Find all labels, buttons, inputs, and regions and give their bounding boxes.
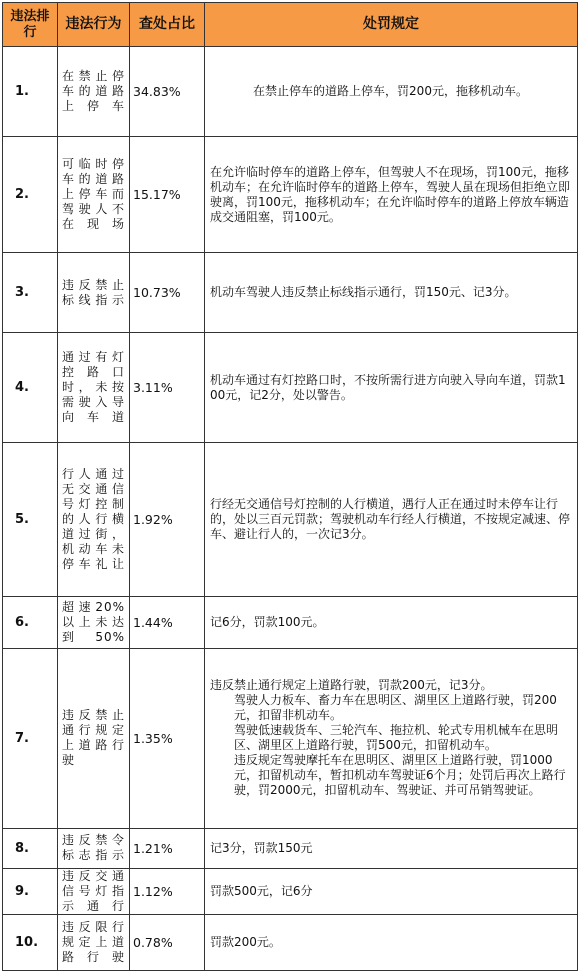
behavior-line: 违反交通 bbox=[62, 868, 125, 883]
rank-cell: 7. bbox=[3, 648, 58, 828]
rank-cell: 10. bbox=[3, 914, 58, 970]
behavior-line: 通过有灯 bbox=[62, 350, 125, 365]
behavior-line: 标志指示 bbox=[62, 848, 125, 863]
behavior-line: 违反禁止 bbox=[62, 708, 125, 723]
behavior-line: 违反限行 bbox=[62, 919, 125, 934]
behavior-cell bbox=[58, 914, 130, 970]
table-row bbox=[3, 868, 578, 914]
rule-line: 罚款500元，记6分 bbox=[210, 883, 313, 898]
behavior-line: 车的道路 bbox=[62, 84, 125, 99]
behavior-line: 标线指示 bbox=[62, 292, 125, 307]
behavior-line: 路行驶 bbox=[62, 949, 125, 964]
behavior-line: 可临时停 bbox=[62, 157, 125, 172]
behavior-line: 违反禁令 bbox=[62, 833, 125, 848]
ratio-cell: 1.12% bbox=[130, 868, 205, 914]
behavior-line: 行人通过 bbox=[62, 467, 125, 481]
rank-cell: 1. bbox=[3, 47, 58, 137]
behavior-cell bbox=[58, 648, 130, 828]
behavior-line: 在现场 bbox=[62, 217, 125, 232]
behavior-line: 规定上道 bbox=[62, 934, 125, 949]
rule-cell bbox=[205, 443, 578, 596]
ratio-cell: 15.17% bbox=[130, 137, 205, 253]
behavior-line: 的人行横 bbox=[62, 512, 125, 526]
behavior-line: 时，未按 bbox=[62, 380, 125, 395]
behavior-line: 机动车未 bbox=[62, 542, 125, 556]
ratio-cell: 1.21% bbox=[130, 828, 205, 868]
header-rule: 处罚规定 bbox=[205, 3, 578, 47]
behavior-line: 以上未达 bbox=[62, 614, 125, 629]
behavior-line: 示通行 bbox=[62, 898, 125, 913]
table-row bbox=[3, 137, 578, 253]
table-row bbox=[3, 828, 578, 868]
rule-line: 机动车驾驶人违反禁止标线指示通行，罚150元、记3分。 bbox=[210, 285, 517, 300]
rule-cell bbox=[205, 828, 578, 868]
behavior-line: 上道路行 bbox=[62, 738, 125, 753]
rule-line: 违反规定驾驶摩托车在思明区、湖里区上道路行驶，罚1000元，扣留机动车，暂扣机动车驾驶证6个月；处罚后再次上路行驶，罚2000元，扣留机动车、驾驶证、并可吊销驾驶证。 bbox=[234, 753, 566, 798]
rule-line: 驾驶人力板车、畜力车在思明区、湖里区上道路行驶，罚200元，扣留非机动车。 bbox=[234, 693, 557, 723]
behavior-line: 上停车 bbox=[62, 99, 125, 114]
behavior-cell bbox=[58, 333, 130, 443]
behavior-cell bbox=[58, 137, 130, 253]
rank-cell: 4. bbox=[3, 333, 58, 443]
rank-cell: 9. bbox=[3, 868, 58, 914]
rule-line: 记3分，罚款150元 bbox=[210, 840, 313, 855]
ratio-cell: 34.83% bbox=[130, 47, 205, 137]
behavior-line: 超速20% bbox=[62, 599, 125, 614]
behavior-cell bbox=[58, 443, 130, 596]
rank-cell: 2. bbox=[3, 137, 58, 253]
rule-line: 在禁止停车的道路上停车，罚200元，拖移机动车。 bbox=[253, 84, 528, 99]
behavior-line: 停车礼让 bbox=[62, 557, 125, 571]
ratio-cell: 10.73% bbox=[130, 253, 205, 333]
behavior-line: 在禁止停 bbox=[62, 69, 125, 84]
rule-line: 机动车通过有灯控路口时，不按所需行进方向驶入导向车道，罚款100元，记2分，处以警告。 bbox=[210, 372, 566, 402]
behavior-line: 违反禁止 bbox=[62, 277, 125, 292]
rank-cell: 8. bbox=[3, 828, 58, 868]
behavior-cell bbox=[58, 868, 130, 914]
table-row bbox=[3, 253, 578, 333]
header-ratio: 查处占比 bbox=[130, 3, 205, 47]
behavior-line: 控 路 口 bbox=[62, 365, 125, 380]
rule-cell bbox=[205, 137, 578, 253]
rule-cell bbox=[205, 333, 578, 443]
header-rank: 违法排行 bbox=[3, 3, 58, 47]
table-body bbox=[3, 47, 578, 971]
table-row bbox=[3, 443, 578, 596]
table-row bbox=[3, 914, 578, 970]
behavior-line: 上停车而 bbox=[62, 187, 125, 202]
behavior-line: 需驶入导 bbox=[62, 395, 125, 410]
rank-cell: 3. bbox=[3, 253, 58, 333]
ratio-cell: 3.11% bbox=[130, 333, 205, 443]
behavior-line: 驶 bbox=[62, 753, 76, 768]
behavior-line: 驾驶人不 bbox=[62, 202, 125, 217]
behavior-cell bbox=[58, 596, 130, 648]
ratio-cell: 1.44% bbox=[130, 596, 205, 648]
behavior-line: 信号灯指 bbox=[62, 883, 125, 898]
behavior-line: 车的道路 bbox=[62, 172, 125, 187]
rule-line: 在允许临时停车的道路上停车，但驾驶人不在现场，罚100元，拖移机动车；在允许临时停车的道路上停车，驾驶人虽在现场但拒绝立即驶离，罚100元，拖移机动车；在允许临时停车的道路上停放车辆造成交通阻塞，罚100元。 bbox=[210, 164, 571, 224]
behavior-cell bbox=[58, 828, 130, 868]
behavior-line: 无交通信 bbox=[62, 482, 125, 496]
rule-line: 罚款200元。 bbox=[210, 934, 281, 949]
rule-line: 行经无交通信号灯控制的人行横道，遇行人正在通过时未停车让行的，处以三百元罚款；驾驶机动车行经人行横道，不按规定减速、停车、避让行人的，一次记3分。 bbox=[210, 497, 571, 541]
behavior-line: 号灯控制 bbox=[62, 497, 125, 511]
ratio-cell: 1.35% bbox=[130, 648, 205, 828]
rule-cell bbox=[205, 914, 578, 970]
table-row bbox=[3, 47, 578, 137]
table-row bbox=[3, 596, 578, 648]
rule-cell bbox=[205, 253, 578, 333]
table-row bbox=[3, 648, 578, 828]
rule-cell bbox=[205, 596, 578, 648]
rule-line: 记6分，罚款100元。 bbox=[210, 614, 325, 629]
ratio-cell: 1.92% bbox=[130, 443, 205, 596]
behavior-line: 到50% bbox=[62, 629, 125, 644]
rule-line: 违反禁止通行规定上道路行驶，罚款200元，记3分。 bbox=[210, 678, 493, 693]
rule-cell bbox=[205, 648, 578, 828]
table-row bbox=[3, 333, 578, 443]
behavior-cell bbox=[58, 253, 130, 333]
behavior-line: 通行规定 bbox=[62, 723, 125, 738]
behavior-line: 向车道 bbox=[62, 410, 125, 425]
table-header-row bbox=[3, 3, 578, 47]
rank-cell: 6. bbox=[3, 596, 58, 648]
rank-cell: 5. bbox=[3, 443, 58, 596]
header-behavior: 违法行为 bbox=[58, 3, 130, 47]
behavior-line: 道过街， bbox=[62, 527, 125, 541]
rule-line: 驾驶低速载货车、三轮汽车、拖拉机、轮式专用机械车在思明区、湖里区上道路行驶，罚500元，扣留机动车。 bbox=[234, 723, 559, 753]
ratio-cell: 0.78% bbox=[130, 914, 205, 970]
violation-ranking-table bbox=[2, 2, 578, 971]
rule-cell bbox=[205, 47, 578, 137]
rule-cell bbox=[205, 868, 578, 914]
behavior-cell bbox=[58, 47, 130, 137]
